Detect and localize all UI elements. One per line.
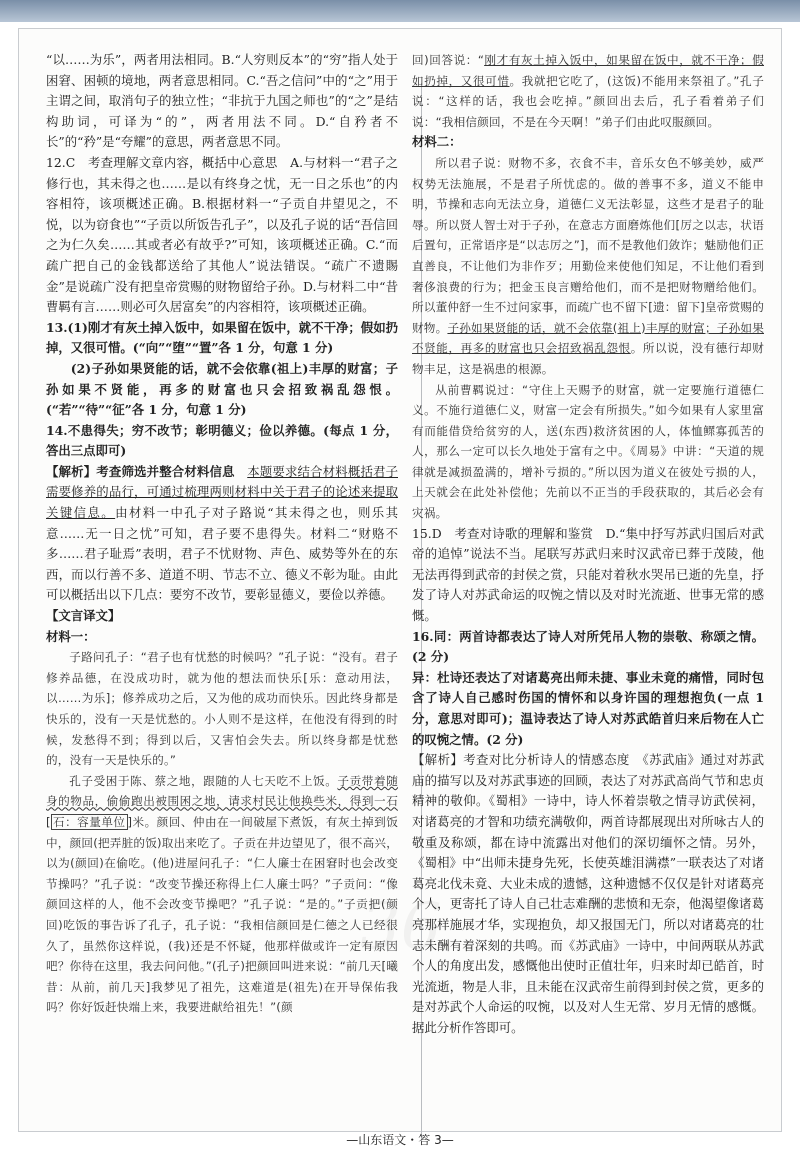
m2-p1-underlined: 子孙如果贤能的话，就不会依靠(祖上)丰厚的财富；子孙如果不贤能，再多的财富也只会招致祸乱怨恨	[412, 320, 764, 356]
m2-p1-rest: 。所以说，没有德行却财物丰足，这是祸患的根源。	[412, 341, 764, 376]
q14-answer: 14.不患得失；穷不改节；彰明德义；俭以养德。(每点 1 分，答出三点即可)	[46, 422, 398, 459]
m1-p2-start: 孔子受困于陈、蔡之地，跟随的人七天吃不上饭。	[69, 773, 338, 788]
q12-answer: 12.C 考查理解文章内容，概括中心意思 A.与材料一“君子之修行也，其未得之也……是以有终身之忧，无一日之乐也”的内容相符，该项概述正确。B.根据材料一“子贡自井望见之，不悦，以为窃食也”“子贡以所饭告孔子”，以及孔子说的话“吾信回之为仁久矣……其或者必有故乎?”可知，该项概述正确。C.“而疏广把自己的金钱都送给了其他人”说法错误。“疏广不遗賜金”是说疏广没有把皇帝赏赐的财物留给子孙。D.与材料二中“昔曹羁有言……则必可久居富矣”的内容相符，该项概述正确。	[46, 154, 398, 315]
q14-analysis	[46, 462, 398, 606]
material-one-para-2: 孔子受困于陈、蔡之地，跟随的人七天吃不上饭。子贡带着随身的物品，偷偷跑出被围困之地，请求村民让他换些米，得到一石[ 石：容量单位 ]米。颜回、仲由在一间破屋下煮饭，有灰土掉到饭中，颜回(把弄脏的饭)取出来吃了。子贡在井边望见了，很不高兴，以为(颜回)在偷吃。(他)进屋问孔子：“仁人廉士在困窘时也会改变节操吗？”孔子说：“改变节操还称得上仁人廉士吗？”子贡问：“像颜回这样的人，他不会改变节操吧？”孔子说：“是的。”子贡把(颜回)吃饭的事告诉了孔子，孔子说：“我相信颜回是仁德之人已经很久了，虽然你这样说，(我)还是不怀疑，他那样做或许一定有原因吧？你待在这里，我去问问他。”(孔子)把颜回叫进来说：“前几天[曦昔：从前，前几天]我梦见了祖先，这难道是(祖先)在开导保佑我吗？你好饭赶快端上来，我要进献给祖先！”(颜	[46, 773, 398, 1015]
q16-answer-same: 16.同：两首诗都表达了诗人对所凭吊人物的崇敬、称颂之情。(2 分)	[412, 628, 764, 665]
m1-p2-wavy: 子贡带着随身的物品，偷偷跑出被围困之地，请求村民让他换些米，得到一石	[46, 773, 398, 809]
left-column	[46, 50, 398, 1018]
q15-answer: 15.D 考查对诗歌的理解和鉴赏 D.“集中抒写苏武归国后对武帝的追悼”说法不当。尾联写苏武归来时汉武帝已葬于茂陵，他无法再得到武帝的封侯之赏，只能对着秋水哭吊已逝的先皇，抒发了诗人对苏武命运的叹惋之情以及对时光流逝、世事无常的感慨。	[412, 525, 764, 624]
top-bar	[0, 0, 800, 22]
material-two-title: 材料二：	[412, 134, 462, 150]
m1-p2-rest: 米。颜回、仲由在一间破屋下煮饭，有灰土掉到饭中，颜回(把弄脏的饭)取出来吃了。子贡在井边望见了，很不高兴，以为(颜回)在偷吃。(他)进屋问孔子：“仁人廉士在困窘时也会改变节操吗？”孔子说：“改变节操还称得上仁人廉士吗？”子贡问：“像颜回这样的人，他不会改变节操吧？”孔子说：“是的。”子贡把(颜回)吃饭的事告诉了孔子，孔子说：“我相信颜回是仁德之人已经很久了，虽然你这样说，(我)还是不怀疑，他那样做或许一定有原因吧？你待在这里，我去问问他。”(孔子)把颜回叫进来说：“前几天[曦昔：从前，前几天]我梦见了祖先，这难道是(祖先)在开导保佑我吗？你好饭赶快端上来，我要进献给祖先！”(颜	[46, 814, 398, 1015]
q16-answer-diff: 异：杜诗还表达了对诸葛亮出师未捷、事业未竟的痛惜，同时包含了诗人自己感时伤国的情怀和以身许国的理想抱负(一点 1 分，意思对即可)；温诗表达了诗人对苏武皓首归来后物在人亡的叹惋之情。(2 分)	[412, 669, 764, 747]
right-column	[412, 50, 764, 1039]
r1-start: 回)回答说：“	[412, 53, 485, 67]
r1-rest: 。我就把它吃了，(这饭)不能用来祭祖了。”孔子说：“这样的话，我也会吃掉。”颜回出去后，孔子看着弟子们说：“我相信颜回，不是在今天啊！”弟子们由此叹服颜回。	[412, 73, 764, 129]
q16-analysis: 【解析】考查对比分析诗人的情感态度 《苏武庙》通过对苏武庙的描写以及对苏武事迹的回顾，表达了对苏武高尚气节和忠贞精神的敬仰。《蜀相》一诗中，诗人怀着崇敬之情寻访武侯祠，对诸葛亮的才智和功绩充满敬仰，两首诗都展现出对所咏古人的敬重及称颂，都在诗中流露出对他们的深切缅怀之情。另外，《蜀相》中“出师未捷身先死，长使英雄泪满襟”一联表达了对诸葛亮北伐未竟、大业未成的遗憾，这种遗憾不仅仅是针对诸葛亮个人，更寄托了诗人自己壮志难酬的悲愤和无奈，他渴望像诸葛亮那样施展才华，实现抱负，却又报国无门，所以对诸葛亮的壮志未酬有着深刻的共鸣。而《苏武庙》一诗中，中间两联从苏武个人的角度出发，感慨他出使时正值壮年，归来时却已皓首，时光流逝，物是人非，且未能在汉武帝生前得到封侯之赏，更多的是对苏武个人命运的叹惋，以及对人生无常、岁月无情的感慨。据此分析作答即可。	[412, 752, 764, 1035]
analysis-rest: 由材料一中孔子对子路说“其未得之也，则乐其意……无一日之忧”可知，君子要不患得失。材料二“财赂不多……君子耻焉”表明，君子不忧财物、声色、威势等外在的东西，而以行善不多、道道不明、节志不立、德义不彰为耻。由此可以概括出以下几点：要穷不改节，要彰显德义，要俭以养德。	[46, 505, 398, 603]
translation-title: 【文言译文】	[46, 608, 121, 624]
material-two-para-1	[412, 153, 764, 380]
material-one-continued	[412, 50, 764, 132]
q13-answer-2: (2)子孙如果贤能的话，就不会依靠(祖上)丰厚的财富；子孙如果不贤能，再多的财富也只会招致祸乱怨恨。(“若”“待”“征”各 1 分，句意 1 分)	[46, 360, 398, 418]
q11-analysis-continued: “以……为乐”，两者用法相同。B.“人穷则反本”的“穷”指人处于困窘、困顿的境地，两者意思相同。C.“吾之信问”中的“之”用于主谓之间，取消句子的独立性；“非抗于九国之师也”的“之”是结构助词，可译为“的”，两者用法不同。D.“自矜者不长”的“矜”是“夸耀”的意思，两者意思不同。	[46, 52, 398, 150]
analysis-underlined: 本题要求结合材料概括君子需要修养的品行，可通过梳理两则材料中关于君子的论述来提取关键信息。	[46, 463, 398, 521]
watermark-logo: 36	[360, 890, 442, 964]
material-two-para-2: 从前曹羁说过：“守住上天赐予的财富，就一定要施行道德仁义。不施行道德仁义，财富一定会有所损失。”如今如果有人家里富有而能借贷给贫穷的人，送(东西)救济贫困的人，体恤鳏寡孤苦的人，那么一定可以长久地处于富有之中。《周易》中讲：“天道的规律就是减损盈满的，增补亏损的。”所以因为道义在彼处亏损的人，上天就会在此处补偿他；先前以不正当的手段获取的，其后必会有灾祸。	[412, 382, 764, 521]
m2-p1-start: 所以君子说：财物不多，衣食不丰，音乐女色不够美妙，威严权势无法施展，不是君子所忧虑的。做的善事不多，道义不能申明，节操和志向无法立身，道德仁义无法彰显，这些才是君子的耻辱。所以贤人智士对于子孙，在意志方面磨炼他们[厉之以志，状语后置句，正常语序是“以志厉之”]，而不是教他们敛诈；魅励他们正直善良，不让他们为非作歹；用勤俭来使他们知足，不让他们看到奢侈浪费的行为；把金玉良言赠给他们，而不是把财物赠给他们。所以董仲舒一生不过问家事，而疏广也不留下[遗：留下]皇帝赏赐的财物。	[412, 155, 764, 335]
page-footer: —山东语文・答 3—	[346, 1133, 454, 1147]
material-one-para-1: 子路问孔子：“君子也有忧愁的时候吗？”孔子说：“没有。君子修养品德，在没成功时，就为他的想法而快乐[乐：意动用法，以……为乐]；修养成功之后，又为他的成功而快乐。因此终身都是快乐的，没有一天是忧愁的。小人则不是这样，在他没有得到的时候，发愁得不到；得到以后，又害怕会失去。所以终身都是忧愁的，没有一天是快乐的。”	[46, 650, 398, 768]
m1-p2-note-box: 石：容量单位	[52, 814, 126, 829]
q13-answer-1: 13.(1)刚才有灰土掉入饭中，如果留在饭中，就不干净；假如扔掉，又很可惜。(“向”“堕”“置”各 1 分，句意 1 分)	[46, 319, 398, 356]
material-one-title: 材料一：	[46, 628, 96, 644]
analysis-label: 【解析】考查筛选并整合材料信息	[46, 463, 235, 479]
r1-underlined: 刚才有灰土掉入饭中，如果留在饭中，就不干净；假如扔掉，又很可惜	[412, 53, 764, 88]
